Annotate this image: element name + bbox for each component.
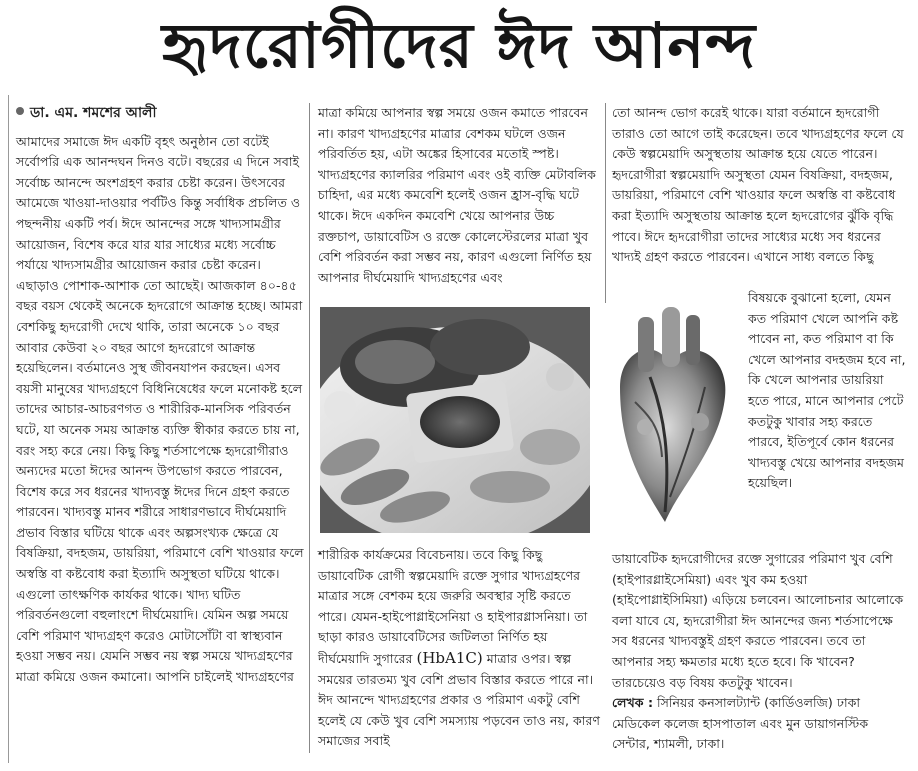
- article-photo: [320, 307, 746, 533]
- hba1c-label: (HbA1C): [416, 648, 483, 667]
- photo-svg: [320, 307, 746, 533]
- column-rule-2: [605, 103, 606, 303]
- author-details: সিনিয়র কনসালট্যান্ট (কার্ডিওলজি) ঢাকা মেডিকেল কলেজ হাসপাতাল এবং মুন ডায়াগনস্টিক সেন্টার, শ্যামলী, ঢাকা।: [612, 695, 869, 752]
- column-1: [16, 103, 306, 688]
- column-3-bottom-text: ডায়াবেটিক হৃদরোগীদের রক্তে সুগারের পরিমাণ খুব বেশি (হাইপারগ্লাইসেমিয়া) এবং খুব কম হওয়া (হাইপোগ্লাইসিমিয়া) এড়িয়ে চলবেন। আলোচনার আলোকে বলা যাবে যে, হৃদরোগীরা ঈদ আনন্দের জন্য শর্তসাপেক্ষে সব ধরনের খাদ্যবস্তুই গ্রহণ করতে পারবেন। তবে তা আপনার সহ্য ক্ষমতার মধ্যে হতে হবে। কি খাবেন? তারচেয়েও বড় বিষয় কতটুকু খাবেন।: [612, 551, 904, 690]
- byline: [16, 103, 306, 124]
- column-3-top: [612, 103, 906, 268]
- column-3-top-text: তো আনন্দ ভোগ করেই থাকে। যারা বর্তমানে হৃদরোগী তারাও তো আগে তাই করেছেন। তবে খাদ্যগ্রহণের ফলে যে কেউ স্বল্পমেয়াদি অসুস্থতায় আক্রান্ত হয়ে যেতে পারেন। হৃদরোগীরা স্বল্পমেয়াদি অসুস্থতা যেমন বিষক্রিয়া, বদহজম, ডায়রিয়া, পরিমাণে বেশি খাওয়ার ফলে অস্বস্তি বা কষ্টবোধ করা ইত্যাদি অসুস্থতায় আক্রান্ত হলে হৃদরোগের ঝুঁকি বৃদ্ধি পাবে। ঈদে হৃদরোগীরা তাদের সাধ্যের মধ্যে সব ধরনের খাদ্যই গ্রহণ করতে পারবেন। এখানে সাধ্য বলতে কিছু: [612, 105, 904, 265]
- column-2-bottom-part-b: মাত্রার ওপর। স্বল্প সময়ের তারতম্য খুব বেশি প্রভাব বিস্তার করতে পারে না। ঈদ আনন্দে খাদ্যগ্রহণের প্রকার ও পরিমাণ একটু বেশি হলেই যে কেউ খুব বেশি সমস্যায় পড়বেন তাও নয়, কারণ সমাজের সবাই: [318, 650, 600, 749]
- headline: হৃদরোগীদের ঈদ আনন্দ: [161, 9, 757, 82]
- heart-anatomy-icon: [590, 307, 746, 533]
- column-3-bottom: [612, 549, 906, 755]
- author-name: ডা. এম. শমশের আলী: [30, 105, 157, 121]
- author-info: [612, 693, 906, 755]
- left-frame-rule: [8, 95, 9, 763]
- food-platter-icon: [320, 307, 605, 533]
- column-1-text: আমাদের সমাজে ঈদ একটি বৃহৎ অনুষ্ঠান তো বটেই সর্বোপরি এক আনন্দঘন দিনও বটে। বছরের এ দিনে সবাই সর্বোচ্চ আনন্দে অংশগ্রহণ করার চেষ্টা করেন। উৎসবের আমেজে খাওয়া-দাওয়ার পর্বটিও কিন্তু সর্বাধিক প্রচলিত ও পছন্দনীয় একটি পর্ব। ঈদে আনন্দের সঙ্গে খাদ্যসামগ্রীর আয়োজন, বিশেষ করে যার যার সাধ্যের মধ্যে সর্বোচ্চ পর্যায়ে খাদ্যসামগ্রীর আয়োজন করার চেষ্টা করেন। এছাড়াও পোশাক-আশাক তো আছেই। আজকাল ৪০-৪৫ বছর বয়স থেকেই অনেকে হৃদরোগে আক্রান্ত হচ্ছে। আমরা বেশকিছু হৃদরোগী দেখে থাকি, তারা অনেকে ১০ বছর আবার কেউবা ২০ বছর আগে হৃদরোগে আক্রান্ত হয়েছিলেন। বর্তমানেও সুস্থ জীবনযাপন করছেন। এসব বয়সী মানুষের খাদ্যগ্রহণে বিধিনিষেধের ফলে মনোকষ্ট হলে তাদের আচার-আচরণগত ও শারীরিক-মানসিক পরিবর্তন ঘটে, যা অনেক সময় আক্রান্ত ব্যক্তি স্বীকার করতে চায় না, বরং সহ্য করে নেয়। কিছু কিছু শর্তসাপেক্ষে হৃদরোগীরাও অন্যদের মতো ঈদের আনন্দ উপভোগ করতে পারবেন, বিশেষ করে সব ধরনের খাদ্যবস্তু ঈদের দিনে গ্রহণ করতে পারবেন। খাদ্যবস্তু মানব শরীরে সাধারণভাবে দীর্ঘমেয়াদি প্রভাব বিস্তার ঘটিয়ে থাকে এবং অল্পসংখ্যক ক্ষেত্রে যে বিষক্রিয়া, বদহজম, ডায়রিয়া, পরিমাণে বেশি খাওয়ার ফলে অস্বস্তি বা কষ্টবোধ করা ইত্যাদি অসুস্থতা ঘটিয়ে থাকে। এগুলো তাৎক্ষণিক কার্যকর থাকে। খাদ্য ঘটিত পরিবর্তনগুলো বহুলাংশে দীর্ঘমেয়াদি। যেমিন অল্প সময়ে বেশি পরিমাণ খাদ্যগ্রহণ করেও মোটাসোঁটা বা স্বাস্থ্যবান হওয়া সম্ভব নয়। যেমনি সম্ভব নয় স্বল্প সময়ে খাদ্যগ্রহণের মাত্রা কমিয়ে ওজন কমানো। আপনি চাইলেই খাদ্যগ্রহণের: [16, 133, 304, 685]
- column-2-top: [318, 103, 600, 288]
- column-rule-1: [309, 103, 310, 753]
- column-3-side: [748, 288, 906, 494]
- column-2-bottom-part-a: শারীরিক কার্যক্রমের বিবেচনায়। তবে কিছু কিছু ডায়াবেটিক রোগী স্বল্পমেয়াদি রক্তে সুগার খাদ্যগ্রহণের মাত্রার সঙ্গে বেশকম হয়ে জরুরি অবস্থার সৃষ্টি করতে পারে। যেমন-হাইপোগ্লাইসেনিয়া ও হাইপারগ্লাসনিয়া। তা ছাড়া কারও ডায়াবেটিসের জটিলতা নির্ণিত হয় দীর্ঘমেয়াদি সুগারের: [318, 547, 588, 666]
- column-3-side-text: বিষয়কে বুঝানো হলো, যেমন কত পরিমাণ খেলে আপনি কষ্ট পাবেন না, কত পরিমাণ বা কি খেলে আপনার বদহজম হবে না, কি খেলে আপনার ডায়রিয়া হতে পারে, মানে আপনার পেটে কতটুকু খাবার সহ্য করতে পারবে, ইতিপূর্বে কোন ধরনের খাদ্যবস্তু খেয়ে আপনার বদহজম হয়েছিল।: [748, 290, 906, 491]
- column-2-top-text: মাত্রা কমিয়ে আপনার স্বল্প সময়ে ওজন কমাতে পারবেন না। কারণ খাদ্যগ্রহণের মাত্রার বেশকম ঘটলে ওজন পরিবর্তিত হয়, এটা অঙ্কের হিসাবের মতোই স্পষ্ট। খাদ্যগ্রহণের ক্যালরির পরিমাণ এবং ওই ব্যক্তি মেটাবলিক চাহিদা, এর মধ্যে কমবেশি হলেই ওজন হ্রাস-বৃদ্ধি ঘটে থাকে। ঈদে একদিন কমবেশি খেয়ে আপনার উচ্চ রক্তচাপ, ডায়াবেটিস ও রক্তে কোলেস্টেরলের মাত্রা খুব বেশি পরিবর্তন করা সম্ভব নয়, কারণ এগুলো নির্ণিত হয় আপনার দীর্ঘমেয়াদি খাদ্যগ্রহণের এবং: [318, 105, 596, 285]
- author-label: লেখক :: [612, 695, 653, 711]
- column-2-bottom-text: [318, 545, 600, 752]
- column-2-bottom: [318, 545, 600, 752]
- bullet-icon: [16, 107, 24, 115]
